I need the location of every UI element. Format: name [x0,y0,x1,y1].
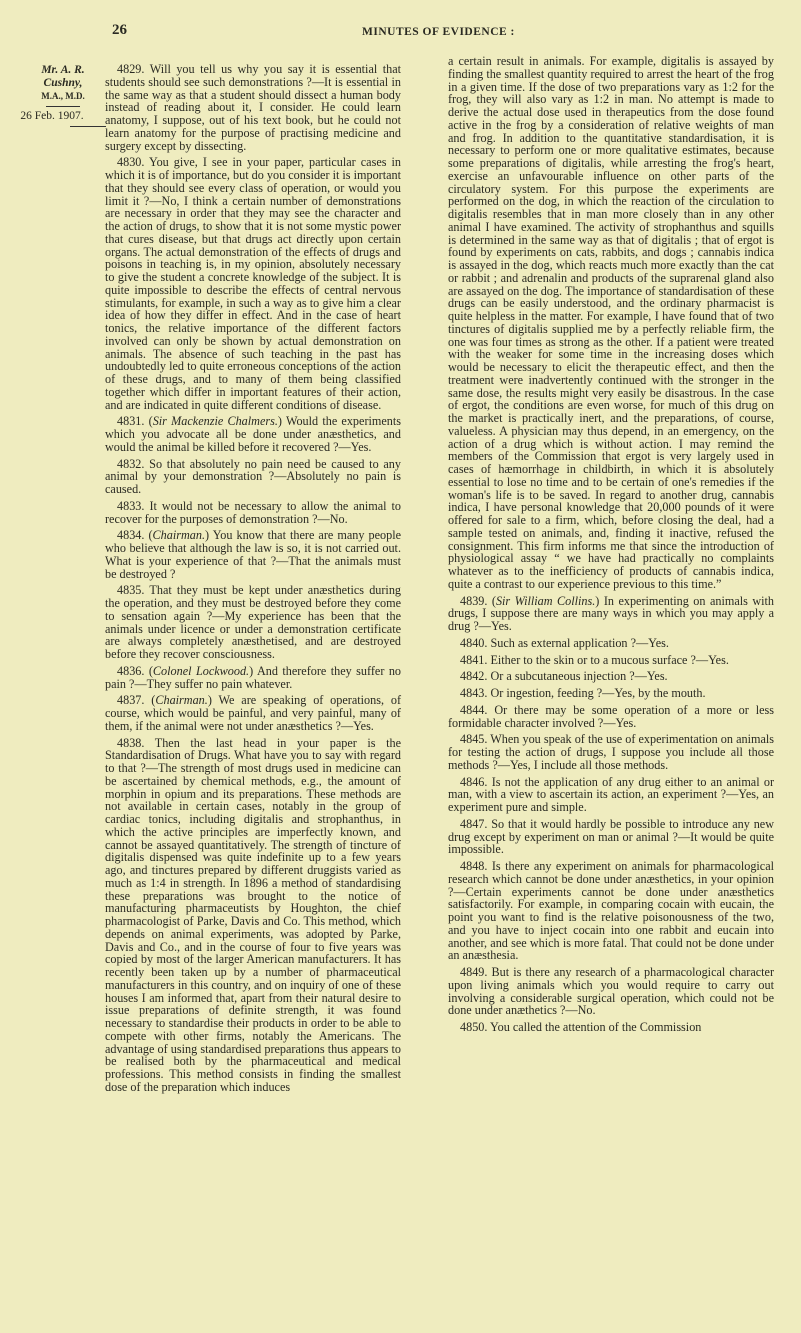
speaker-name: Sir Mackenzie Chalmers. [152,414,278,429]
question-number: 4837. [117,693,145,708]
question-number: 4846. [460,774,488,789]
paragraph-text: Will you tell us why you say it is essential that students should see such demonstrations ?—It is essential in the same way as that a student should dissect a human body instead of reading about it, I consider. He could learn anatomy, I suppose, out of his text book, but he could not learn anatomy for the purpose of practising medicine and surgery except by dissecting. [105,62,401,153]
paragraph-text: Then the last head in your paper is the Standardisation of Drugs. What have you to say with regard to that ?—The strength of most drugs used in medicine can be ascertained by chemical methods, e.g., the amount of morphin in opium and its preparations. These methods are not available in certain cases, notably in the group of cardiac tonics, including digitalis and strophanthus, in which the active principles are imperfectly known, and cannot be assayed quantitatively. The strength of tincture of digitalis dispensed was quite indefinite up to a few years ago, and tinctures prepared by different druggists varied as much as 1:4 in strength. In 1896 a method of standardising these preparations was brought to the notice of manufacturing pharmaceutists by Houghton, the chief pharmacologist of Parke, Davis and Co. This method, which depends on animal experiments, was adopted by Parke, Davis and Co., and in the course of four to five years was copied by most of the larger American manufacturers. It has recently been taken up by a number of pharmaceutical manufacturers in this country, and on inquiry of one of these houses I am informed that, apart from their natural desire to issue preparations of definite strength, it was found necessary to standardise their products in order to be able to compete with other firms, notably the Americans. The advantage of using standardised preparations thus appears to be realised both by the pharmaceutical and medical professions. This method consists in finding the smallest dose of the preparation which induces [105,735,402,1094]
question-number: 4829. [117,62,145,76]
question-number: 4842. [460,669,488,684]
question-number: 4847. [460,816,488,831]
evidence-paragraph [448,704,774,730]
paragraph-text: Either to the skin or to a mucous surface ?—Yes. [490,652,729,667]
evidence-paragraph: 4831. (Sir Mackenzie Chalmers.) Would the experiments which you advocate all be done under anæsthetics, and would the animal be killed before it recovered ?—Yes. [105,414,401,454]
speaker-name: Chairman. [152,528,206,543]
left-column [105,63,401,1098]
paragraph-text: Would the experiments which you advocate all be done under anæsthetics, and would the animal be killed before it recovered ?—Yes. [105,414,401,454]
evidence-paragraph [448,860,774,962]
evidence-paragraph [105,584,401,661]
paragraph-text: You know that there are many people who believe that although the law is so, it is not carried out. What is your experience of that ?—That the animals must be destroyed ? [105,528,401,581]
speaker-name: Chairman. [155,693,208,708]
question-number: 4850. [460,1020,488,1034]
question-number: 4830. [117,155,145,170]
evidence-paragraph [105,156,401,411]
question-number: 4844. [460,702,488,717]
paragraph-text: We are speaking of operations, of course, which would be painful, and very painful, many of them, if the animal were not under anæsthetics ?—Yes. [105,693,401,733]
question-number: 4839. [460,593,488,608]
paragraph-text: But is there any research of a pharmacological character upon living animals which you would require to carry out involving a considerable surgical operation, which could not be done under anæthetics ?—No. [448,965,775,1018]
evidence-paragraph [448,637,774,650]
paragraph-text: That they must be kept under anæsthetics during the operation, and they must be destroyed before they come to sensation again ?—My experience has been that the animals under licence or under a demonstration certificate are always completely anæsthetised, and are destroyed before they recover consciousness. [105,583,402,661]
evidence-paragraph [448,654,774,667]
question-number: 4843. [460,686,488,700]
paragraph-text: So that absolutely no pain need be caused to any animal by your demonstration ?—Absolutely no pain is caused. [105,456,401,496]
question-number: 4838. [117,735,145,750]
paragraph-text: It would not be necessary to allow the animal to recover for the purposes of demonstration ?—No. [105,498,401,526]
question-number: 4832. [117,456,145,471]
evidence-paragraph: 4834. (Chairman.) You know that there are many people who believe that although the law is so, it is not carried out. What is your experience of that ?—That the animals must be destroyed ? [105,528,401,581]
question-number: 4848. [460,859,488,873]
question-number: 4831. [117,414,145,429]
speaker-name: Sir William Collins. [495,593,596,608]
paragraph-text: Or there may be some operation of a more or less formidable character involved ?—Yes. [448,702,774,730]
paragraph-text: And therefore they suffer no pain ?—They suffer no pain whatever. [105,663,402,691]
evidence-paragraph [105,63,401,152]
speaker-name: Colonel Lockwood. [152,663,250,678]
paragraph-text: a certain result in animals. For example, digitalis is assayed by finding the smallest quantity required to arrest the heart of the frog in a given time. If the dose of two preparations vary as 1:2 for the frog, they will also vary as 1:2 in man. No attempt is made to derive the actual dose used in therapeutics from the dose found active in the frog by a consideration of relative weights of man and frog. In addition to the quantitative standardisation, it is necessary to perform one or more qualitative estimates, because some preparations of digitalis, while arresting the frog's heart, exercise an unfavourable influence on other parts of the circulatory system. For this purpose the experiments are performed on the dog, in which the reaction of the circulation to digitalis resembles that in man more closely than in any other animal I have examined. The activity of strophanthus and squills is determined in the same way as that of digitalis ; that of ergot is found by experiments on cats, rabbits, and dogs ; cannabis indica is assayed in the dog, which reacts much more exactly than the cat or rabbit ; and adrenalin and products of the suprarenal gland also are assayed on the dog. The importance of standardisation of these drugs can be easily understood, and the ordinary pharmacist is quite helpless in the matter. For example, I have found that of two tinctures of digitalis supplied me by a perfectly reliable firm, the one was four times as strong as the other. If a patient were treated with the weaker for some time in the increasing doses which would be necessary to elicit the therapeutic effect, and then the treatment were inadvertently continued with the stronger in the same dose, the results might very easily be disastrous. In the case of ergot, the conditions are even worse, for much of this drug on the market is practically inert, and the preparations, of course, valueless. A physician may thus depend, in an emergency, on the action of a drug which is without action. I may remind the members of the Commission that ergot is very largely used in cases of hæmorrhage in childbirth, in which it is absolutely essential to lose no time and to be certain of one's remedies if the woman's life is to be saved. In regard to another drug, cannabis indica, I have personal knowledge that 20,000 pounds of it were offered for sale to a firm, which, before closing the deal, had a sample tested on animals, and, finding it inactive, refused the consignment. This firm informs me that since the introduction of physiological assay “ we have had practically no complaints whatever as to the inefficiency of products of cannabis indica, quite a contrast to our experience previous to this time.” [448,54,774,591]
evidence-paragraph [448,687,774,700]
evidence-date: 26 Feb. 1907. [20,110,84,122]
evidence-paragraph [448,776,774,814]
witness-degrees: M.A., M.D. [41,91,85,101]
question-number: 4840. [460,635,488,650]
paragraph-text: Or ingestion, feeding ?—Yes, by the mouth. [490,686,706,700]
evidence-paragraph [448,1021,774,1034]
evidence-paragraph [448,966,774,1017]
running-title: MINUTES OF EVIDENCE : [362,26,515,38]
question-number: 4845. [460,732,488,747]
witness-name: Mr. A. R. [41,64,85,76]
question-number: 4835. [117,583,145,598]
evidence-paragraph [448,670,774,683]
paragraph-text: Is there any experiment on animals for pharmacological research which cannot be done under anæsthetics, in your opinion ?—Certain experiments cannot be done under anæsthetics satisfactorily. For example, in comparing cocain with eucain, the point you want to find is the relative poisonousness of the two, and you have to inject cocain into one rabbit and eucain into another, and see which is more fatal. That could not be done under an anæsthesia. [448,859,775,963]
paragraph-text: So that it would hardly be possible to introduce any new drug except by experiment on man or animal ?—It would be quite impossible. [448,816,774,857]
paragraph-text: You called the attention of the Commission [490,1020,702,1034]
divider [70,126,106,127]
paragraph-text: You give, I see in your paper, particular cases in which it is of importance, but do you consider it is important that they should see every class of operation, or would you limit it ?—No, I think a certain number of demonstrations are necessary in order that they may see the character and the action of drugs, to show that it is not some mystic power that cures disease, but that drugs act directly upon certain organs. The actual demonstration of the effects of drugs and poisons in teaching is, in my opinion, absolutely necessary to give the student a concrete knowledge of the subject. It is quite impossible to describe the effects of central nervous stimulants, for example, in such a way as to give him a clear idea of how they differ in effect. And in the case of heart tonics, the relative importance of the different factors involved can only be shown by actual demonstration on animals. The absence of such teaching in the past has undoubtedly led to quite erroneous conceptions of the action of these drugs, and to many of them being classified together which differ in important features of their action, and are indicated in quite different conditions of disease. [105,155,401,412]
paragraph-text: Such as external application ?—Yes. [490,635,669,650]
paragraph-text: In experimenting on animals with drugs, I suppose there are many ways in which you may apply a drug ?—Yes. [448,593,775,633]
question-number: 4836. [117,663,145,678]
question-number: 4849. [460,965,488,979]
evidence-paragraph: 4836. (Colonel Lockwood.) And therefore they suffer no pain ?—They suffer no pain whatever. [105,663,402,691]
divider [46,106,80,107]
paragraph-text: Is not the application of any drug either to an animal or man, with a view to ascertain its action, an experiment ?—Yes, an experiment pure and simple. [448,774,775,814]
evidence-paragraph [448,733,774,771]
question-number: 4841. [460,652,488,667]
paragraph-text: When you speak of the use of experimentation on animals for testing the action of drugs, I suppose you include all those methods ?—Yes, I include all those methods. [448,732,774,772]
page-number: 26 [112,22,127,38]
evidence-paragraph: 4839. (Sir William Collins.) In experimenting on animals with drugs, I suppose there are many ways in which you may apply a drug ?—Yes. [448,593,775,633]
margin-note [20,64,102,130]
evidence-paragraph [448,55,774,591]
evidence-paragraph: 4837. (Chairman.) We are speaking of operations, of course, which would be painful, and very painful, many of them, if the animal were not under anæsthetics ?—Yes. [105,693,401,733]
evidence-paragraph [448,818,774,856]
evidence-paragraph [105,500,401,526]
question-number: 4834. [117,528,145,543]
witness-surname: Cushny, [43,77,83,89]
evidence-paragraph [105,737,401,1094]
paragraph-text: Or a subcutaneous injection ?—Yes. [490,669,668,684]
right-column [448,55,774,1038]
evidence-paragraph [105,458,401,496]
question-number: 4833. [117,498,145,513]
